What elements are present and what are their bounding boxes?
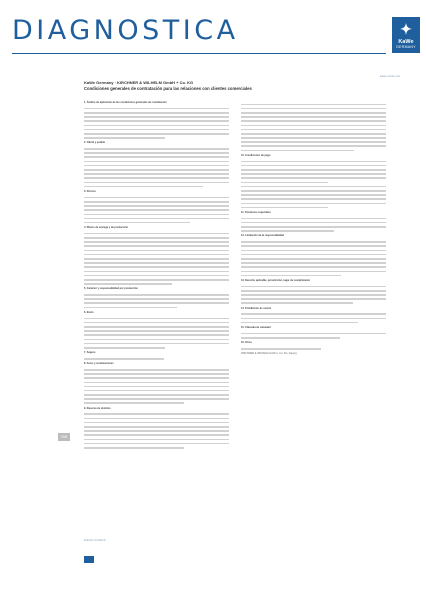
text-line	[241, 165, 386, 167]
page-title: DIAGNOSTICA	[12, 15, 239, 46]
text-line	[84, 418, 229, 420]
text-line	[84, 214, 229, 216]
text-line	[84, 169, 229, 171]
text-line	[84, 241, 229, 243]
text-line	[84, 369, 229, 371]
text-line	[84, 120, 229, 122]
terms-section	[84, 311, 229, 349]
text-line	[84, 165, 229, 167]
text-line	[84, 125, 229, 127]
text-line	[241, 190, 386, 192]
kawe-logo	[392, 17, 420, 53]
text-line	[84, 326, 229, 328]
text-line	[84, 266, 229, 268]
document-title: Condiciones generales de contratación para las relaciones con clientes comerciales	[84, 86, 252, 91]
text-line	[241, 226, 386, 228]
terms-section	[241, 154, 386, 183]
text-line	[241, 271, 386, 273]
section-heading: 7. Seguro	[84, 351, 96, 355]
text-line	[241, 194, 386, 196]
text-line	[84, 177, 229, 179]
terms-section	[84, 407, 229, 449]
text-line	[84, 161, 229, 163]
text-line	[241, 250, 386, 252]
text-line	[84, 390, 229, 392]
text-line	[241, 133, 386, 135]
text-line	[84, 298, 229, 300]
text-line	[241, 318, 386, 320]
text-line	[84, 343, 229, 345]
text-line	[84, 275, 229, 277]
logo-sub-text: GERMANY	[396, 45, 416, 49]
terms-section	[241, 104, 386, 152]
terms-section	[241, 211, 386, 232]
section-heading: 12. Limitación de la responsabilidad	[241, 234, 284, 238]
section-heading: 6. Envío	[84, 310, 94, 314]
text-line	[84, 339, 229, 341]
text-line	[241, 241, 386, 243]
text-line	[241, 333, 386, 335]
corner-mark	[84, 556, 94, 563]
text-line	[241, 245, 386, 247]
text-line	[241, 129, 386, 131]
text-line	[84, 426, 229, 428]
text-line	[84, 394, 229, 396]
terms-section	[84, 351, 229, 359]
section-heading: 11. Productos especiales	[241, 210, 271, 214]
text-line	[241, 266, 386, 268]
terms-section	[241, 341, 386, 349]
text-line	[84, 152, 229, 154]
text-line	[84, 201, 229, 203]
text-line	[84, 322, 229, 324]
page-number: 208	[58, 433, 70, 441]
text-line	[84, 133, 229, 135]
text-line	[84, 447, 184, 449]
text-line	[241, 182, 328, 184]
section-heading: 4. Plazos de entrega y de producción	[84, 226, 129, 230]
text-line	[241, 262, 386, 264]
section-heading: 9. Reserva de dominio	[84, 406, 111, 410]
text-line	[241, 294, 386, 296]
text-line	[84, 116, 229, 118]
text-line	[241, 198, 386, 200]
text-line	[84, 413, 229, 415]
text-line	[241, 258, 386, 260]
text-line	[84, 434, 229, 436]
text-line	[241, 177, 386, 179]
text-line	[84, 197, 229, 199]
text-line	[241, 337, 340, 339]
text-line	[84, 262, 229, 264]
text-line	[241, 108, 386, 110]
text-line	[84, 373, 229, 375]
text-line	[84, 294, 229, 296]
text-line	[84, 271, 229, 273]
terms-section	[84, 287, 229, 308]
text-line	[84, 250, 229, 252]
text-line	[84, 347, 165, 349]
text-line	[241, 322, 358, 324]
text-line	[84, 237, 229, 239]
section-heading: 16. Otros	[241, 341, 252, 345]
text-line	[241, 112, 386, 114]
text-line	[241, 145, 386, 147]
text-line	[241, 298, 386, 300]
text-line	[84, 112, 229, 114]
text-line	[84, 443, 229, 445]
terms-section	[84, 362, 229, 404]
section-heading: 1. Ámbito de aplicación de las condiciones generales de contratación	[84, 101, 167, 104]
text-line	[241, 290, 386, 292]
logo-text: KaWe	[398, 39, 414, 45]
text-line	[84, 173, 229, 175]
text-line	[241, 125, 386, 127]
section-heading: 14. Prohibición de cesión	[241, 306, 272, 310]
text-line	[84, 330, 229, 332]
text-line	[84, 245, 229, 247]
terms-section	[241, 279, 386, 304]
text-line	[241, 222, 386, 224]
text-line	[84, 439, 229, 441]
text-line	[241, 218, 386, 220]
text-line	[241, 286, 386, 288]
terms-section	[84, 141, 229, 187]
closing-signature: KIRCHNER & WILHELM GmbH + Co. KG, Asperg	[241, 352, 297, 356]
text-line	[241, 161, 386, 163]
text-line	[84, 382, 229, 384]
terms-section	[241, 307, 386, 324]
text-line	[84, 377, 229, 379]
terms-section	[84, 226, 229, 285]
text-line	[84, 318, 229, 320]
text-line	[241, 203, 386, 205]
terms-right-column	[241, 101, 386, 359]
company-name: KaWe Germany · KIRCHNER & WILHELM GmbH + Co. KG	[84, 80, 194, 85]
text-line	[241, 275, 341, 277]
text-line	[241, 120, 386, 122]
website-label: kawe-online.de	[379, 74, 400, 78]
text-line	[84, 279, 229, 281]
text-line	[84, 233, 229, 235]
text-line	[84, 108, 229, 110]
text-line	[241, 230, 334, 232]
terms-left-column	[84, 101, 229, 451]
terms-section	[84, 190, 229, 224]
text-line	[84, 137, 165, 139]
text-line	[84, 209, 229, 211]
text-line	[84, 302, 229, 304]
section-heading: 15. Cláusula de salvedad	[241, 326, 271, 330]
text-line	[84, 398, 229, 400]
text-line	[84, 186, 203, 188]
terms-section	[84, 101, 229, 139]
text-line	[84, 307, 177, 309]
section-heading: 3. Precios	[84, 189, 96, 193]
text-line	[84, 422, 229, 424]
text-line	[241, 302, 353, 304]
text-line	[241, 186, 386, 188]
section-heading: 10. Condiciones de pago	[241, 153, 271, 157]
terms-section	[241, 234, 386, 276]
text-line	[241, 116, 386, 118]
text-line	[241, 173, 386, 175]
text-line	[84, 358, 164, 360]
text-line	[84, 182, 229, 184]
text-line	[84, 283, 172, 285]
text-line	[84, 258, 229, 260]
footer-label: Edición 01/2016	[84, 538, 106, 542]
text-line	[84, 218, 229, 220]
text-line	[84, 402, 184, 404]
text-line	[84, 205, 229, 207]
text-line	[84, 148, 229, 150]
text-line	[241, 137, 386, 139]
text-line	[241, 207, 328, 209]
text-line	[84, 430, 229, 432]
section-heading: 8. Aviso y reclamaciones	[84, 362, 114, 366]
text-line	[241, 254, 386, 256]
terms-section	[241, 186, 386, 209]
text-line	[84, 222, 190, 224]
text-line	[241, 169, 386, 171]
section-heading: 2. Oferta y pedido	[84, 141, 106, 145]
text-line	[84, 386, 229, 388]
text-line	[84, 254, 229, 256]
logo-mark-icon: ✦	[400, 21, 412, 37]
section-heading: 5. Carácter y responsabilidad por producción	[84, 287, 138, 291]
section-heading: 13. Derecho aplicable, jurisdicción, lugar de cumplimiento	[241, 278, 311, 282]
text-line	[241, 348, 321, 350]
header-divider	[12, 53, 386, 54]
text-line	[84, 334, 229, 336]
text-line	[84, 156, 229, 158]
text-line	[241, 150, 354, 152]
text-line	[241, 104, 386, 106]
text-line	[84, 129, 229, 131]
text-line	[241, 141, 386, 143]
terms-section	[241, 326, 386, 339]
text-line	[241, 313, 386, 315]
